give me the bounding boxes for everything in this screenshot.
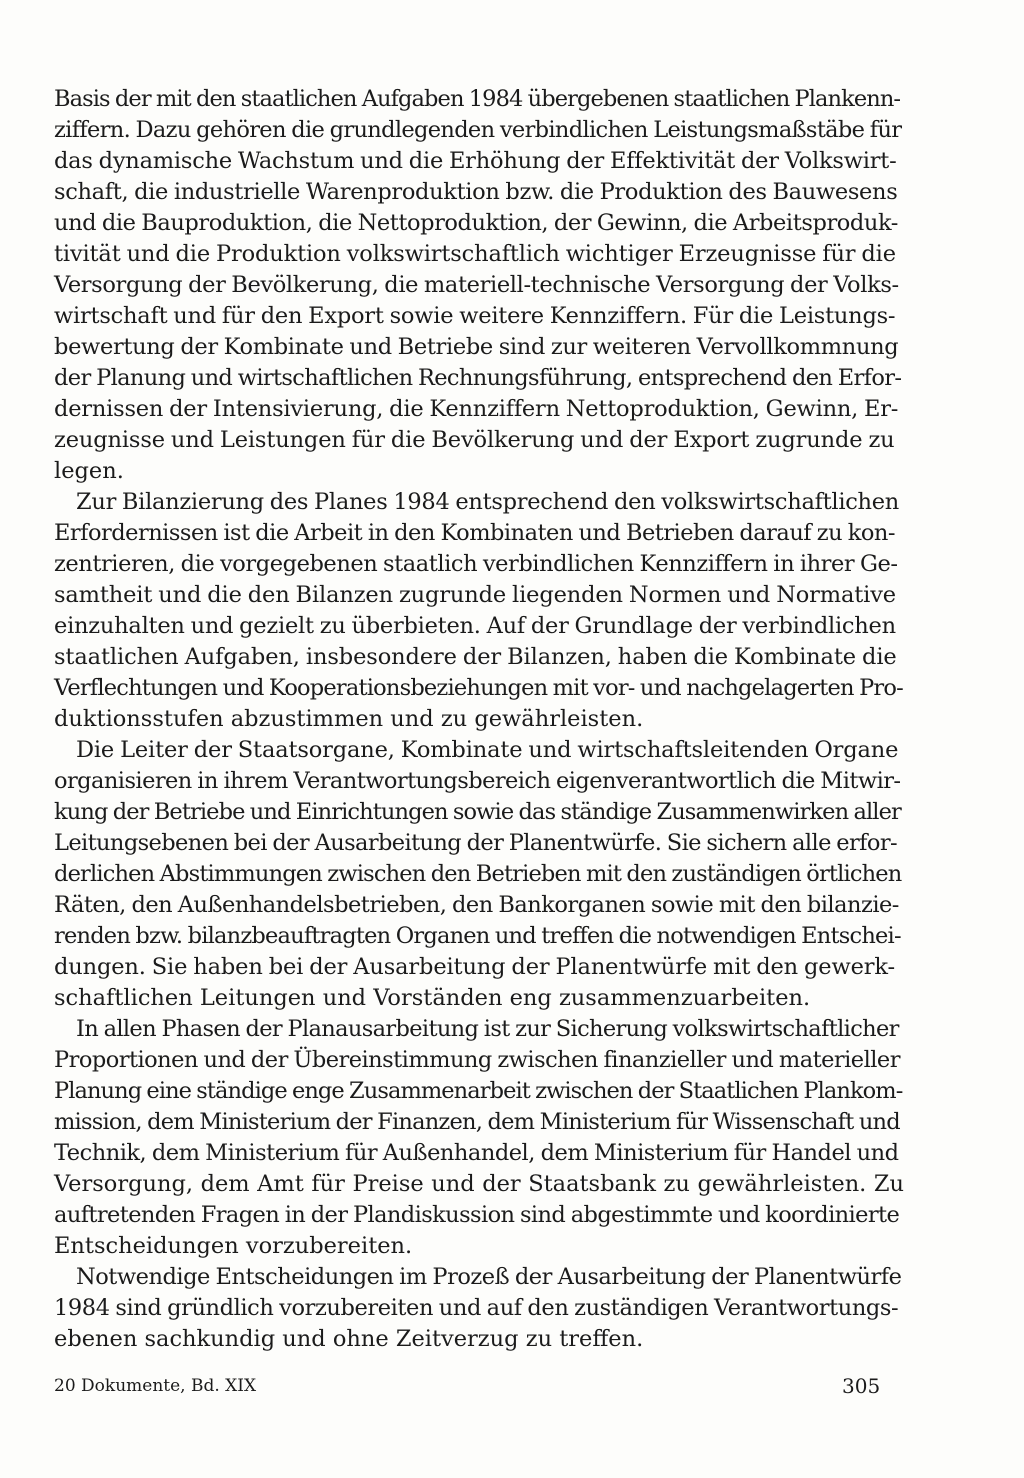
paragraph-4 [54,1014,904,1262]
page-number: 305 [842,1374,881,1398]
text-line: wirtschaft und für den Export sowie weitere Kennziffern. Für die Leistungs- [54,303,896,329]
text-line: Zur Bilanzierung des Planes 1984 entsprechend den volkswirtschaftlichen [76,489,900,515]
text-line: Notwendige Entscheidungen im Prozeß der Ausarbeitung der Planentwürfe [76,1264,902,1290]
footer-signature: 20 Dokumente, Bd. XIX [54,1376,257,1396]
text-line: Versorgung, dem Amt für Preise und der Staatsbank zu gewährleisten. Zu [54,1171,904,1197]
text-line: zentrieren, die vorgegebenen staatlich verbindlichen Kennziffern in ihrer Ge- [54,551,898,577]
text-line: legen. [54,458,124,484]
paragraph-3 [54,735,904,1014]
text-line: Planung eine ständige enge Zusammenarbeit zwischen der Staatlichen Plankom- [54,1078,903,1104]
text-line: ebenen sachkundig und ohne Zeitverzug zu treffen. [54,1326,644,1352]
paragraph-2 [54,487,904,735]
text-line: Basis der mit den staatlichen Aufgaben 1984 übergebenen staatlichen Plankenn- [54,86,901,112]
text-line: auftretenden Fragen in der Plandiskussion sind abgestimmte und koordinierte [54,1202,900,1228]
body-text [54,84,904,1355]
text-line: zeugnisse und Leistungen für die Bevölkerung und der Export zugrunde zu [54,427,895,453]
text-line: tivität und die Produktion volkswirtschaftlich wichtiger Erzeugnisse für die [54,241,896,267]
text-line: dernissen der Intensivierung, die Kennziffern Nettoproduktion, Gewinn, Er- [54,396,899,422]
text-line: duktionsstufen abzustimmen und zu gewährleisten. [54,706,644,732]
text-line: bewertung der Kombinate und Betriebe sind zur weiteren Vervollkommnung [54,334,899,360]
text-line: Leitungsebenen bei der Ausarbeitung der Planentwürfe. Sie sichern alle erfor- [54,830,897,856]
text-line: renden bzw. bilanzbeauftragten Organen und treffen die notwendigen Entschei- [54,923,901,949]
text-line: mission, dem Ministerium der Finanzen, dem Ministerium für Wissenschaft und [54,1109,900,1135]
text-line: und die Bauproduktion, die Nettoproduktion, der Gewinn, die Arbeitsproduk- [54,210,898,236]
text-line: In allen Phasen der Planausarbeitung ist zur Sicherung volkswirtschaftlicher [76,1016,899,1042]
text-line: derlichen Abstimmungen zwischen den Betrieben mit den zuständigen örtlichen [54,861,902,887]
text-line: samtheit und die den Bilanzen zugrunde liegenden Normen und Normative [54,582,896,608]
text-line: dungen. Sie haben bei der Ausarbeitung der Planentwürfe mit den gewerk- [54,954,895,980]
text-line: Räten, den Außenhandelsbetrieben, den Bankorganen sowie mit den bilanzie- [54,892,899,918]
text-line: 1984 sind gründlich vorzubereiten und auf den zuständigen Verantwortungs- [54,1295,899,1321]
text-line: Technik, dem Ministerium für Außenhandel, dem Ministerium für Handel und [54,1140,899,1166]
text-line: organisieren in ihrem Verantwortungsbereich eigenverantwortlich die Mitwir- [54,768,901,794]
text-line: das dynamische Wachstum und die Erhöhung der Effektivität der Volkswirt- [54,148,897,174]
paragraph-5 [54,1262,904,1355]
text-line: kung der Betriebe und Einrichtungen sowie das ständige Zusammenwirken aller [54,799,901,825]
text-line: Proportionen und der Übereinstimmung zwischen finanzieller und materieller [54,1047,900,1073]
text-line: ziffern. Dazu gehören die grundlegenden verbindlichen Leistungsmaßstäbe für [54,117,902,143]
text-line: der Planung und wirtschaftlichen Rechnungsführung, entsprechend den Erfor- [54,365,902,391]
text-line: staatlichen Aufgaben, insbesondere der Bilanzen, haben die Kombinate die [54,644,897,670]
paragraph-1 [54,84,904,487]
text-line: schaftlichen Leitungen und Vorständen eng zusammenzuarbeiten. [54,985,811,1011]
text-line: Entscheidungen vorzubereiten. [54,1233,413,1259]
text-line: einzuhalten und gezielt zu überbieten. Auf der Grundlage der verbindlichen [54,613,896,639]
text-line: Erfordernissen ist die Arbeit in den Kombinaten und Betrieben darauf zu kon- [54,520,895,546]
text-line: Versorgung der Bevölkerung, die materiell-technische Versorgung der Volks- [54,272,899,298]
text-line: Die Leiter der Staatsorgane, Kombinate und wirtschaftsleitenden Organe [76,737,899,763]
text-line: Verflechtungen und Kooperationsbeziehungen mit vor- und nachgelagerten Pro- [54,675,903,701]
text-line: schaft, die industrielle Warenproduktion bzw. die Produktion des Bauwesens [54,179,898,205]
